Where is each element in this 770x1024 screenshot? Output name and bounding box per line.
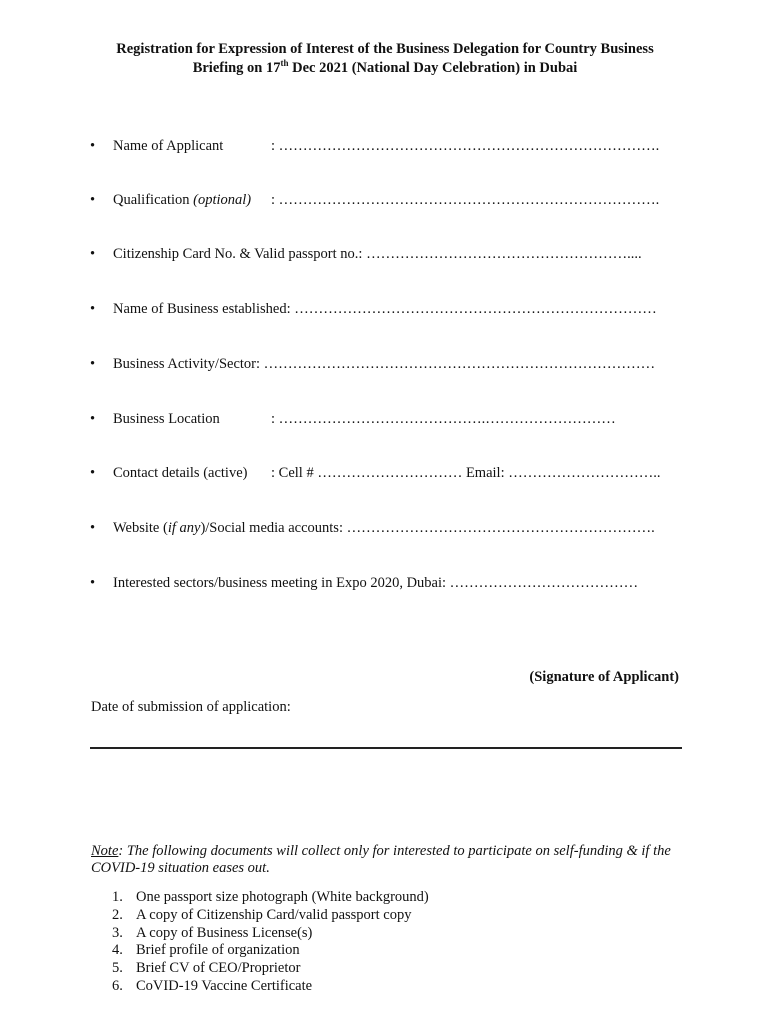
field-blank[interactable]: : Cell # ………………………… Email: ………………………….. [271, 465, 661, 481]
documents-list [112, 889, 429, 996]
field-label-rest: )/Social media accounts: ………………………………………………………. [200, 520, 655, 536]
field-label: Contact details (active) [113, 465, 248, 481]
field-label [113, 192, 251, 209]
divider-line [90, 747, 682, 749]
field-label [113, 520, 655, 537]
bullet-icon: • [90, 465, 96, 481]
list-text: One passport size photograph (White background) [136, 889, 429, 905]
note-paragraph [91, 843, 691, 877]
bullet-icon: • [90, 520, 96, 536]
list-text: A copy of Citizenship Card/valid passport copy [136, 906, 412, 923]
list-item [112, 907, 429, 925]
note-text: : The following documents will collect only for interested to participate on self-funding & if the COVID-19 situation eases out. [91, 843, 671, 876]
field-label: Name of Business established: ………………………………………………………………… [113, 301, 657, 317]
list-item [112, 942, 429, 960]
list-number: 2. [112, 906, 123, 923]
date-label: Date of submission of application: [91, 699, 291, 715]
title-line-1: Registration for Expression of Interest of the Business Delegation for Country Business [116, 41, 654, 57]
list-number: 3. [112, 924, 123, 941]
list-item [112, 889, 429, 907]
bullet-icon: • [90, 356, 96, 372]
field-blank[interactable]: : ……………………………………………………………………. [271, 192, 660, 208]
list-text: CoVID-19 Vaccine Certificate [136, 977, 313, 994]
list-number: 1. [112, 889, 123, 905]
title-line-2-start: Briefing on 17 [192, 60, 281, 76]
bullet-icon: • [90, 246, 96, 262]
field-label: Business Activity/Sector: ……………………………………………………………………… [113, 356, 656, 372]
bullet-icon: • [90, 575, 96, 591]
bullet-icon: • [90, 138, 96, 154]
field-label: Interested sectors/business meeting in Expo 2020, Dubai: ………………………………… [113, 575, 639, 591]
field-label: Business Location [113, 411, 220, 427]
list-text: Brief profile of organization [136, 942, 300, 959]
field-blank[interactable]: : ……………………………………………………………………. [271, 138, 660, 154]
title-line-2-end: Dec 2021 (National Day Celebration) in Dubai [288, 60, 578, 76]
list-item [112, 925, 429, 943]
list-item [112, 960, 429, 978]
list-number: 5. [112, 960, 123, 977]
title-line-2 [60, 59, 710, 78]
bullet-icon: • [90, 411, 96, 427]
list-text: Brief CV of CEO/Proprietor [136, 960, 301, 977]
note-lead: Note [91, 843, 119, 859]
list-item [112, 978, 429, 996]
list-number: 6. [112, 977, 123, 994]
bullet-icon: • [90, 192, 96, 208]
list-text: A copy of Business License(s) [136, 924, 313, 941]
bullet-icon: • [90, 301, 96, 317]
field-label-italic: if any [167, 520, 201, 536]
field-label-text: Website ( [113, 520, 168, 536]
form-title [60, 40, 710, 78]
signature-label: (Signature of Applicant) [529, 669, 679, 685]
list-number: 4. [112, 942, 123, 959]
field-label: Citizenship Card No. & Valid passport no.: ……………………………………………….... [113, 246, 642, 262]
field-blank[interactable]: : …………………………………….……………………… [271, 411, 616, 427]
title-superscript: th [280, 58, 289, 69]
field-label: Name of Applicant [113, 138, 224, 154]
field-label-optional: (optional) [193, 192, 252, 208]
field-label-text: Qualification [113, 192, 194, 208]
